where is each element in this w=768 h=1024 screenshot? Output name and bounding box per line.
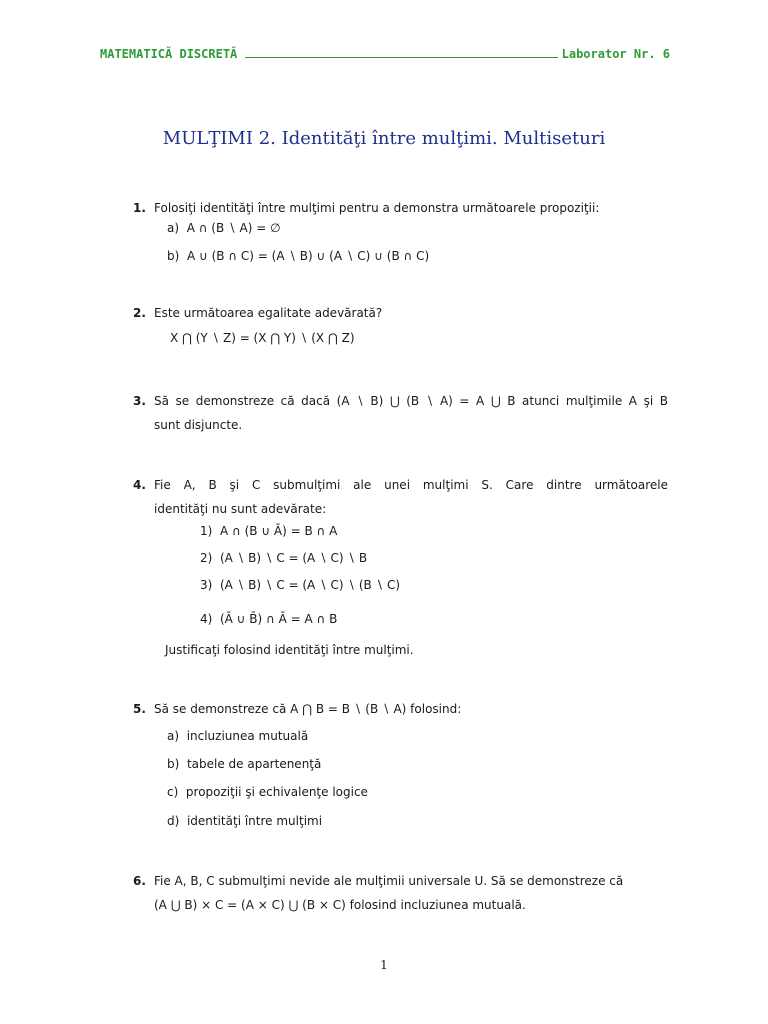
item-formula: (A ∖ B) ∖ C = (A ∖ C) ∖ (B ∖ C) bbox=[219, 578, 401, 592]
exercise-1-item-b bbox=[167, 249, 429, 263]
exercise-5-item-b bbox=[167, 757, 321, 771]
text-after: folosind incluziunea mutuală. bbox=[349, 898, 526, 912]
exercise-number: 4. bbox=[133, 478, 146, 492]
exercise-number: 1. bbox=[133, 201, 146, 215]
exercise-1 bbox=[133, 196, 668, 220]
formula: (A ∖ B) ⋃ (B ∖ A) = A ⋃ B bbox=[336, 394, 516, 408]
item-label: b) bbox=[167, 757, 180, 771]
exercise-text bbox=[154, 697, 668, 721]
item-label: d) bbox=[167, 814, 180, 828]
item-label: a) bbox=[167, 221, 180, 235]
exercise-text: Este următoarea egalitate adevărată? bbox=[154, 306, 383, 320]
item-label: 4) bbox=[200, 612, 213, 626]
exercise-number: 2. bbox=[133, 306, 146, 320]
item-text: propoziţii şi echivalenţe logice bbox=[185, 785, 368, 799]
exercise-number: 5. bbox=[133, 702, 146, 716]
item-text: incluziunea mutuală bbox=[186, 729, 309, 743]
item-label: 3) bbox=[200, 578, 213, 592]
text-after: atunci mulţimile A şi B bbox=[522, 394, 668, 408]
item-text: tabele de apartenenţă bbox=[186, 757, 322, 771]
header-rule bbox=[245, 57, 557, 58]
text-before: Să se demonstreze că dacă bbox=[154, 394, 331, 408]
exercise-4 bbox=[133, 473, 668, 521]
exercise-5-item-c bbox=[167, 785, 368, 799]
exercise-number: 3. bbox=[133, 394, 146, 408]
item-label: c) bbox=[167, 785, 179, 799]
text-before: Să se demonstreze că bbox=[154, 702, 287, 716]
item-formula: A ∪ (B ∩ C) = (A ∖ B) ∪ (A ∖ C) ∪ (B ∩ C) bbox=[186, 249, 430, 263]
formula: A ⋂ B = B ∖ (B ∖ A) bbox=[290, 702, 407, 716]
exercise-4-item-3 bbox=[200, 578, 400, 592]
item-label: a) bbox=[167, 729, 180, 743]
item-label: 2) bbox=[200, 551, 213, 565]
exercise-4-item-4 bbox=[200, 612, 337, 626]
item-formula: A ∩ (B ∪ Ā) = B ∩ A bbox=[219, 524, 338, 538]
page-number: 1 bbox=[380, 958, 388, 972]
item-formula: A ∩ (B ∖ A) = ∅ bbox=[186, 221, 281, 235]
exercise-text-line2 bbox=[154, 893, 668, 917]
exercise-2 bbox=[133, 301, 668, 325]
exercise-5-item-a bbox=[167, 729, 308, 743]
exercise-6 bbox=[133, 869, 668, 917]
item-text: identităţi între mulţimi bbox=[186, 814, 323, 828]
page-header bbox=[100, 43, 670, 61]
exercise-text: Folosiţi identităţi între mulţimi pentru a demonstra următoarele propoziţii: bbox=[154, 201, 600, 215]
page-title: MULŢIMI 2. Identităţi între mulţimi. Multiseturi bbox=[162, 128, 606, 149]
header-course-title: MATEMATICĂ DISCRETĂ bbox=[100, 47, 238, 61]
text-after: folosind: bbox=[410, 702, 462, 716]
exercise-text-line2: identităţi nu sunt adevărate: bbox=[154, 502, 327, 516]
exercise-3 bbox=[133, 389, 668, 437]
exercise-2-formula: X ⋂ (Y ∖ Z) = (X ⋂ Y) ∖ (X ⋂ Z) bbox=[170, 331, 355, 345]
exercise-text-line1: Fie A, B şi C submulţimi ale unei mulţimi S. Care dintre următoarele bbox=[154, 478, 668, 492]
exercise-number: 6. bbox=[133, 874, 146, 888]
formula: (A ⋃ B) × C = (A × C) ⋃ (B × C) bbox=[154, 898, 346, 912]
exercise-text-line1 bbox=[154, 389, 668, 413]
item-formula: (Ā ∪ B̄) ∩ Ā = A ∩ B bbox=[219, 612, 338, 626]
item-label: 1) bbox=[200, 524, 213, 538]
exercise-4-footer: Justificaţi folosind identităţi între mulţimi. bbox=[165, 643, 414, 657]
exercise-1-item-a bbox=[167, 221, 281, 235]
header-lab-number: Laborator Nr. 6 bbox=[561, 47, 670, 61]
exercise-4-item-2 bbox=[200, 551, 367, 565]
item-label: b) bbox=[167, 249, 180, 263]
exercise-5-item-d bbox=[167, 814, 322, 828]
exercise-5 bbox=[133, 697, 668, 721]
exercise-4-item-1 bbox=[200, 524, 337, 538]
item-formula: (A ∖ B) ∖ C = (A ∖ C) ∖ B bbox=[219, 551, 368, 565]
exercise-text-line2: sunt disjuncte. bbox=[154, 418, 243, 432]
exercise-text-line1: Fie A, B, C submulţimi nevide ale mulţimii universale U. Să se demonstreze că bbox=[154, 874, 624, 888]
